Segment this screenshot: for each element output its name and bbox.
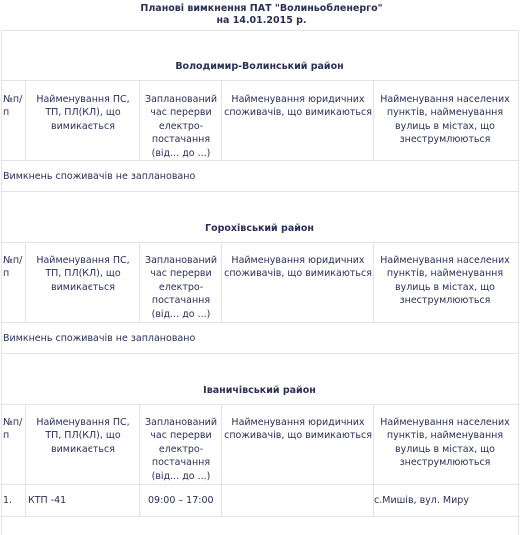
row-divider [1,516,518,517]
row-outage-time: 09:00 – 17:00 [148,495,214,506]
row-divider [1,322,518,323]
row-divider [1,191,518,192]
column-divider [25,80,26,160]
column-header-legal: Найменування юридичних споживачів, що вимикаються [224,94,372,119]
column-divider [139,80,140,160]
title-line-1: Планові вимкнення ПАТ "Волиньобленерго" [140,3,383,14]
column-header-time: Запланований час перерви електро-постачання (від... до ...) [144,417,218,482]
column-header-ps: Найменування ПС, ТП, ПЛ(КЛ), що вимикається [36,417,130,455]
row-divider [1,242,518,243]
title-line-2: на 14.01.2015 р. [216,15,307,26]
column-header-legal: Найменування юридичних споживачів, що вимикаються [224,417,372,442]
no-outages-message: Вимкнень споживачів не заплановано [3,171,196,182]
district-heading: Володимир-Волинський район [175,61,344,72]
row-settlements: с.Мишів, вул. Миру [374,495,469,506]
column-divider [139,242,140,322]
document-title [0,3,523,27]
row-divider [1,353,518,354]
column-divider [221,80,222,160]
column-divider [221,404,222,516]
column-header-number: №п/п [3,255,23,280]
district-heading: Іваничівський район [203,385,316,396]
column-header-time: Запланований час перерви електро-постачання (від... до ...) [144,94,218,159]
column-header-number: №п/п [3,417,23,442]
column-header-settlements: Найменування населених пунктів, найменування вулиць в містах, що знеструмлюються [380,255,510,307]
column-header-ps: Найменування ПС, ТП, ПЛ(КЛ), що вимикається [36,94,130,132]
column-divider [221,242,222,322]
column-divider [373,80,374,160]
row-divider [1,404,518,405]
row-number: 1. [3,495,13,506]
column-divider [139,404,140,516]
no-outages-message: Вимкнень споживачів не заплановано [3,333,196,344]
row-divider [1,160,518,161]
column-header-time: Запланований час перерви електро-постачання (від... до ...) [144,255,218,320]
column-header-ps: Найменування ПС, ТП, ПЛ(КЛ), що вимикається [36,255,130,293]
row-divider [1,484,518,485]
column-divider [373,242,374,322]
column-divider [25,242,26,322]
column-divider [25,404,26,516]
column-header-settlements: Найменування населених пунктів, найменування вулиць в містах, що знеструмлюються [380,94,510,146]
column-header-legal: Найменування юридичних споживачів, що вимикаються [224,255,372,280]
district-heading: Горохівський район [205,223,314,234]
column-header-number: №п/п [3,94,23,119]
column-header-settlements: Найменування населених пунктів, найменування вулиць в містах, що знеструмлюються [380,417,510,469]
row-ps-name: КТП -41 [28,495,67,506]
row-divider [1,80,518,81]
